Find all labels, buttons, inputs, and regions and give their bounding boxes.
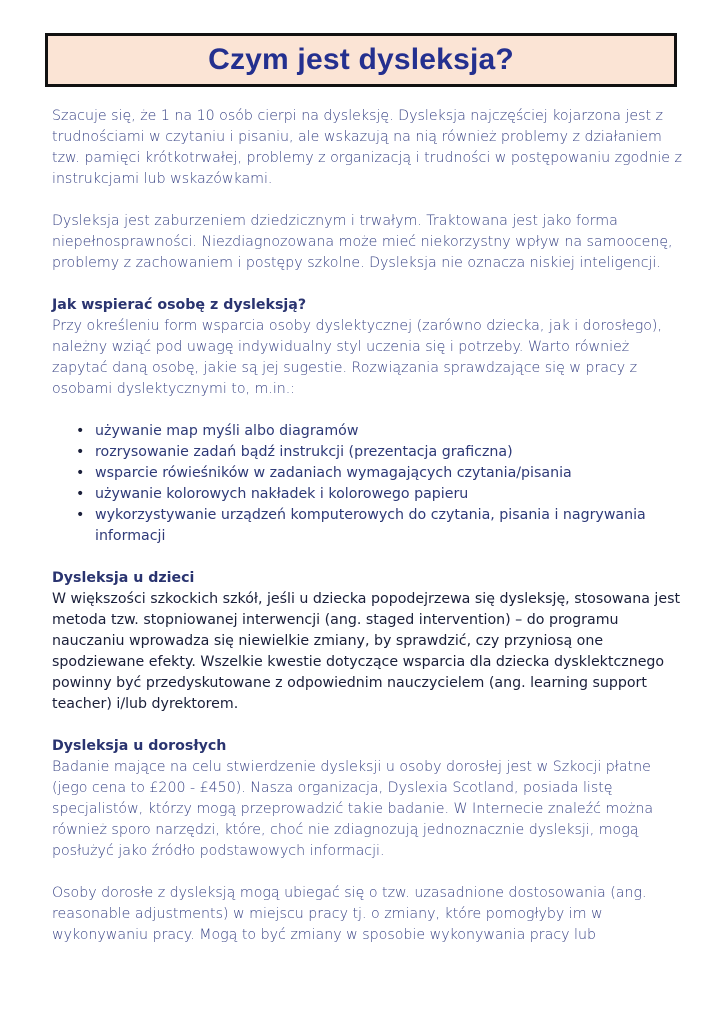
adults-heading: Dysleksja u dorosłych [52,738,227,754]
intro-paragraph-2: Dysleksja jest zaburzeniem dziedzicznym i trwałym. Traktowana jest jako forma niepełnosprawności. Niezdiagnozowana może mieć niekorzystny wpływ na samoocenę, problemy z zachowaniem i postępy szkolne. Dysleksja nie oznacza niskiej inteligencji. [52,213,673,271]
support-heading: Jak wspierać osobę z dysleksją? [52,297,307,313]
title-box [45,33,677,87]
children-heading: Dysleksja u dzieci [52,570,195,586]
children-paragraph: W większości szkockich szkół, jeśli u dziecka popodejrzewa się dysleksję, stosowana jest metoda tzw. stopniowanej interwencji (ang. staged intervention) – do programu nauczaniu wprowadza się niewielkie zmiany, by sprawdzić, czy przyniosą one spodziewane efekty. Wszelkie kwestie dotyczące wsparcia dla dziecka dysklektcznego powinny być przedyskutowane z odpowiednim nauczycielem (ang. learning support teacher) i/lub dyrektorem. [52,591,681,712]
document-body [52,106,682,946]
list-item: • używanie map myśli albo diagramów [52,421,682,442]
support-paragraph: Przy określeniu form wsparcia osoby dyslektycznej (zarówno dziecka, jak i dorosłego), należny wziąć pod uwagę indywidualny styl uczenia się i potrzeby. Warto również zapytać daną osobę, jakie są jej sugestie. Rozwiązania sprawdzające się w pracy z osobami dyslektycznymi to, m.in.: [52,318,662,397]
bullet-icon: • [76,423,85,439]
list-item: • wsparcie rówieśników w zadaniach wymagających czytania/pisania [52,463,682,484]
intro-paragraph-1: Szacuje się, że 1 na 10 osób cierpi na dysleksję. Dysleksja najczęściej kojarzona jest z trudnościami w czytaniu i pisaniu, ale wskazują na nią również problemy z działaniem tzw. pamięci krótkotrwałej, problemy z organizacją i trudności w postępowaniu zgodnie z instrukcjami lub wskazówkami. [52,108,682,187]
support-list [52,421,682,547]
bullet-icon: • [76,444,85,460]
adults-paragraph-2: Osoby dorosłe z dysleksją mogą ubiegać się o tzw. uzasadnione dostosowania (ang. reasonable adjustments) w miejscu pracy tj. o zmiany, które pomogłyby im w wykonywaniu pracy. Mogą to być zmiany w sposobie wykonywania pracy lub [52,885,647,943]
adults-paragraph-1: Badanie mające na celu stwierdzenie dysleksji u osoby dorosłej jest w Szkocji płatne (jego cena to £200 - £450). Nasza organizacja, Dyslexia Scotland, posiada listę specjalistów, którzy mogą przeprowadzić takie badanie. W Internecie znaleźć można również sporo narzędzi, które, choć nie zdiagnozują jednoznacznie dysleksji, mogą posłużyć jako źródło podstawowych informacji. [52,759,654,859]
list-item: • rozrysowanie zadań bądź instrukcji (prezentacja graficzna) [52,442,682,463]
bullet-icon: • [76,507,85,523]
list-item: • używanie kolorowych nakładek i kolorowego papieru [52,484,682,505]
list-item: • wykorzystywanie urządzeń komputerowych do czytania, pisania i nagrywania informacji [76,507,646,544]
bullet-icon: • [76,465,85,481]
page-title: Czym jest dysleksja? [208,43,514,76]
bullet-icon: • [76,486,85,502]
